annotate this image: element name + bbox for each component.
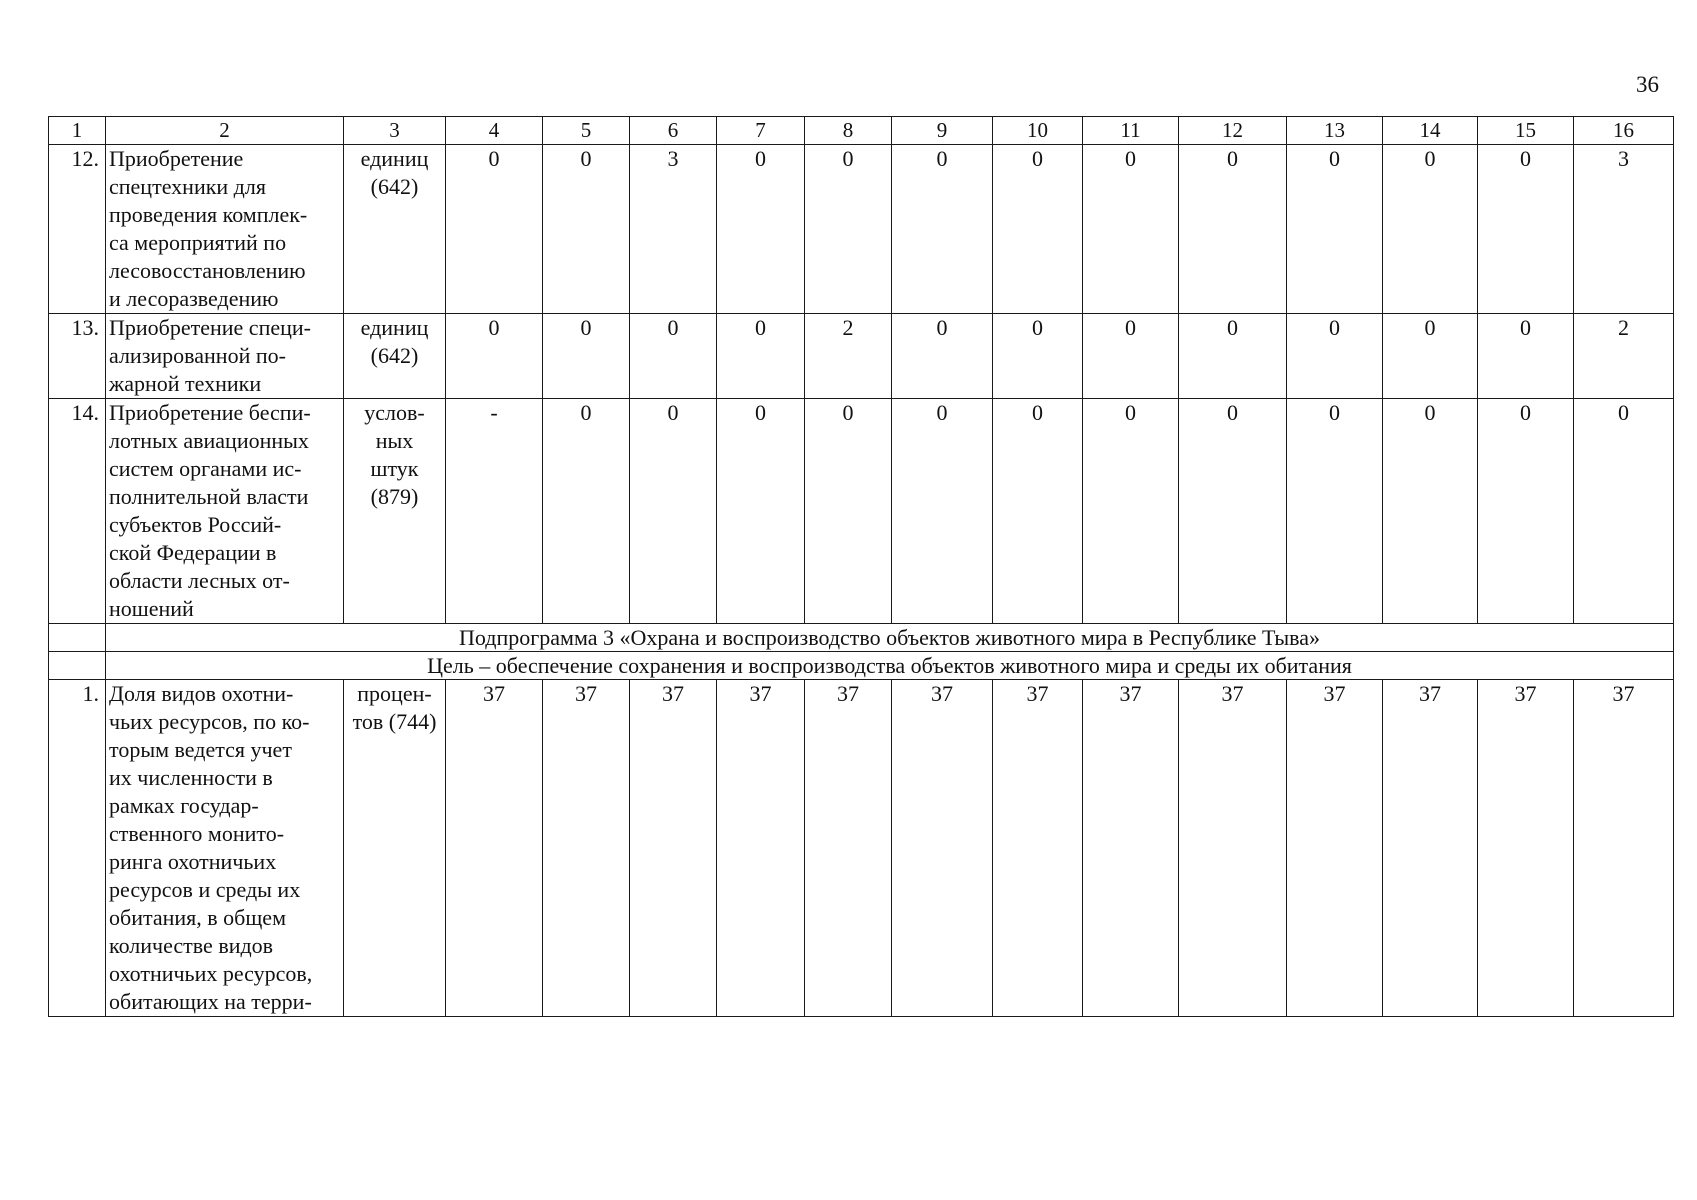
value-cell: 37 xyxy=(1083,680,1179,1017)
value-cell: 0 xyxy=(1478,399,1574,624)
value-cell: 37 xyxy=(1383,680,1478,1017)
indicator-name-line: проведения комплек- xyxy=(109,202,308,227)
value-cell: 0 xyxy=(805,399,892,624)
value-cell: 0 xyxy=(543,399,630,624)
unit-of-measure-line: (642) xyxy=(370,343,419,368)
column-number-cell: 1 xyxy=(49,117,106,145)
value-cell: 0 xyxy=(717,314,805,399)
value-cell: 0 xyxy=(1383,145,1478,314)
indicator-name-line: ализированной по- xyxy=(109,343,286,368)
goal-title: Цель – обеспечение сохранения и воспроизводства объектов животного мира и среды их обитания xyxy=(106,652,1674,680)
column-number-cell: 4 xyxy=(446,117,543,145)
indicator-name xyxy=(106,680,344,1017)
unit-of-measure-line: (879) xyxy=(370,484,419,509)
unit-of-measure-line: услов- xyxy=(364,400,425,425)
indicator-name-line: полнительной власти xyxy=(109,484,309,509)
value-cell: 0 xyxy=(446,314,543,399)
column-number-cell: 2 xyxy=(106,117,344,145)
value-cell: 0 xyxy=(1179,314,1287,399)
empty-cell xyxy=(49,652,106,680)
value-cell: 0 xyxy=(630,399,717,624)
value-cell: 0 xyxy=(717,399,805,624)
value-cell: 3 xyxy=(1574,145,1674,314)
row-number: 13. xyxy=(49,314,106,399)
unit-of-measure xyxy=(344,399,446,624)
value-cell: 0 xyxy=(717,145,805,314)
unit-of-measure-line: единиц xyxy=(360,315,429,340)
value-cell: 0 xyxy=(892,399,993,624)
indicator-name xyxy=(106,145,344,314)
unit-of-measure-line: ных xyxy=(375,428,414,453)
value-cell: 0 xyxy=(1083,314,1179,399)
value-cell: 0 xyxy=(1287,314,1383,399)
table-row xyxy=(49,399,1674,624)
value-cell: 0 xyxy=(543,314,630,399)
value-cell: 37 xyxy=(543,680,630,1017)
value-cell: 0 xyxy=(805,145,892,314)
indicator-name-line: ношений xyxy=(109,596,194,621)
value-cell: 37 xyxy=(993,680,1083,1017)
value-cell: - xyxy=(446,399,543,624)
value-cell: 3 xyxy=(630,145,717,314)
value-cell: 37 xyxy=(717,680,805,1017)
value-cell: 0 xyxy=(543,145,630,314)
unit-of-measure-line: тов (744) xyxy=(352,709,437,734)
row-number: 1. xyxy=(49,680,106,1017)
column-number-cell: 3 xyxy=(344,117,446,145)
subprogram-title-row xyxy=(49,624,1674,652)
column-number-cell: 6 xyxy=(630,117,717,145)
value-cell: 2 xyxy=(805,314,892,399)
indicators-table xyxy=(48,116,1674,1017)
value-cell: 0 xyxy=(892,145,993,314)
value-cell: 0 xyxy=(1179,399,1287,624)
empty-cell xyxy=(49,624,106,652)
value-cell: 0 xyxy=(1574,399,1674,624)
column-number-cell: 12 xyxy=(1179,117,1287,145)
indicator-name-line: лесовосстановлению xyxy=(109,258,306,283)
indicator-name-line: Приобретение xyxy=(109,146,244,171)
page-number: 36 xyxy=(1636,72,1659,97)
column-number-cell: 10 xyxy=(993,117,1083,145)
indicator-name-line: Доля видов охотни- xyxy=(109,681,294,706)
indicator-name-line: обитания, в общем xyxy=(109,905,286,930)
indicator-name-line: жарной техники xyxy=(109,371,262,396)
value-cell: 2 xyxy=(1574,314,1674,399)
table-row xyxy=(49,314,1674,399)
unit-of-measure-line: единиц xyxy=(360,146,429,171)
indicator-name-line: количестве видов xyxy=(109,933,274,958)
unit-of-measure-line: (642) xyxy=(370,174,419,199)
indicator-name-line: рамках государ- xyxy=(109,793,259,818)
column-number-cell: 8 xyxy=(805,117,892,145)
value-cell: 37 xyxy=(1478,680,1574,1017)
column-number-cell: 9 xyxy=(892,117,993,145)
indicator-name-line: обитающих на терри- xyxy=(109,989,312,1014)
column-number-cell: 14 xyxy=(1383,117,1478,145)
row-number: 12. xyxy=(49,145,106,314)
indicator-name-line: лотных авиационных xyxy=(109,428,309,453)
column-number-row xyxy=(49,117,1674,145)
value-cell: 0 xyxy=(993,145,1083,314)
indicator-name-line: субъектов Россий- xyxy=(109,512,282,537)
table-row xyxy=(49,145,1674,314)
value-cell: 0 xyxy=(1383,399,1478,624)
value-cell: 0 xyxy=(892,314,993,399)
indicator-name-line: спецтехники для xyxy=(109,174,266,199)
column-number-cell: 13 xyxy=(1287,117,1383,145)
value-cell: 0 xyxy=(1287,399,1383,624)
unit-of-measure-line: процен- xyxy=(357,681,432,706)
indicator-name-line: их численности в xyxy=(109,765,273,790)
indicator-name xyxy=(106,399,344,624)
indicator-name-line: охотничьих ресурсов, xyxy=(109,961,313,986)
value-cell: 0 xyxy=(1179,145,1287,314)
unit-of-measure-line: штук xyxy=(370,456,419,481)
unit-of-measure xyxy=(344,314,446,399)
value-cell: 37 xyxy=(892,680,993,1017)
value-cell: 0 xyxy=(1083,399,1179,624)
value-cell: 0 xyxy=(993,399,1083,624)
indicator-name-line: ственного монито- xyxy=(109,821,285,846)
value-cell: 37 xyxy=(1574,680,1674,1017)
value-cell: 37 xyxy=(630,680,717,1017)
indicator-name xyxy=(106,314,344,399)
indicator-name-line: чьих ресурсов, по ко- xyxy=(109,709,310,734)
table-row xyxy=(49,680,1674,1017)
indicator-name-line: ресурсов и среды их xyxy=(109,877,301,902)
indicator-name-line: Приобретение беспи- xyxy=(109,400,311,425)
value-cell: 0 xyxy=(1383,314,1478,399)
indicator-name-line: ской Федерации в xyxy=(109,540,277,565)
value-cell: 0 xyxy=(1478,314,1574,399)
value-cell: 0 xyxy=(630,314,717,399)
value-cell: 37 xyxy=(446,680,543,1017)
indicator-name-line: са мероприятий по xyxy=(109,230,287,255)
goal-title-row xyxy=(49,652,1674,680)
unit-of-measure xyxy=(344,680,446,1017)
value-cell: 37 xyxy=(805,680,892,1017)
indicator-name-line: области лесных от- xyxy=(109,568,290,593)
indicator-name-line: ринга охотничьих xyxy=(109,849,277,874)
column-number-cell: 11 xyxy=(1083,117,1179,145)
column-number-cell: 5 xyxy=(543,117,630,145)
column-number-cell: 16 xyxy=(1574,117,1674,145)
value-cell: 37 xyxy=(1179,680,1287,1017)
row-number: 14. xyxy=(49,399,106,624)
indicator-name-line: торым ведется учет xyxy=(109,737,292,762)
value-cell: 0 xyxy=(1083,145,1179,314)
indicator-name-line: и лесоразведению xyxy=(109,286,279,311)
unit-of-measure xyxy=(344,145,446,314)
value-cell: 0 xyxy=(993,314,1083,399)
column-number-cell: 15 xyxy=(1478,117,1574,145)
indicator-name-line: систем органами ис- xyxy=(109,456,302,481)
value-cell: 0 xyxy=(1287,145,1383,314)
value-cell: 0 xyxy=(446,145,543,314)
value-cell: 37 xyxy=(1287,680,1383,1017)
subprogram-title: Подпрограмма 3 «Охрана и воспроизводство объектов животного мира в Республике Тыва» xyxy=(106,624,1674,652)
column-number-cell: 7 xyxy=(717,117,805,145)
indicator-name-line: Приобретение специ- xyxy=(109,315,311,340)
value-cell: 0 xyxy=(1478,145,1574,314)
